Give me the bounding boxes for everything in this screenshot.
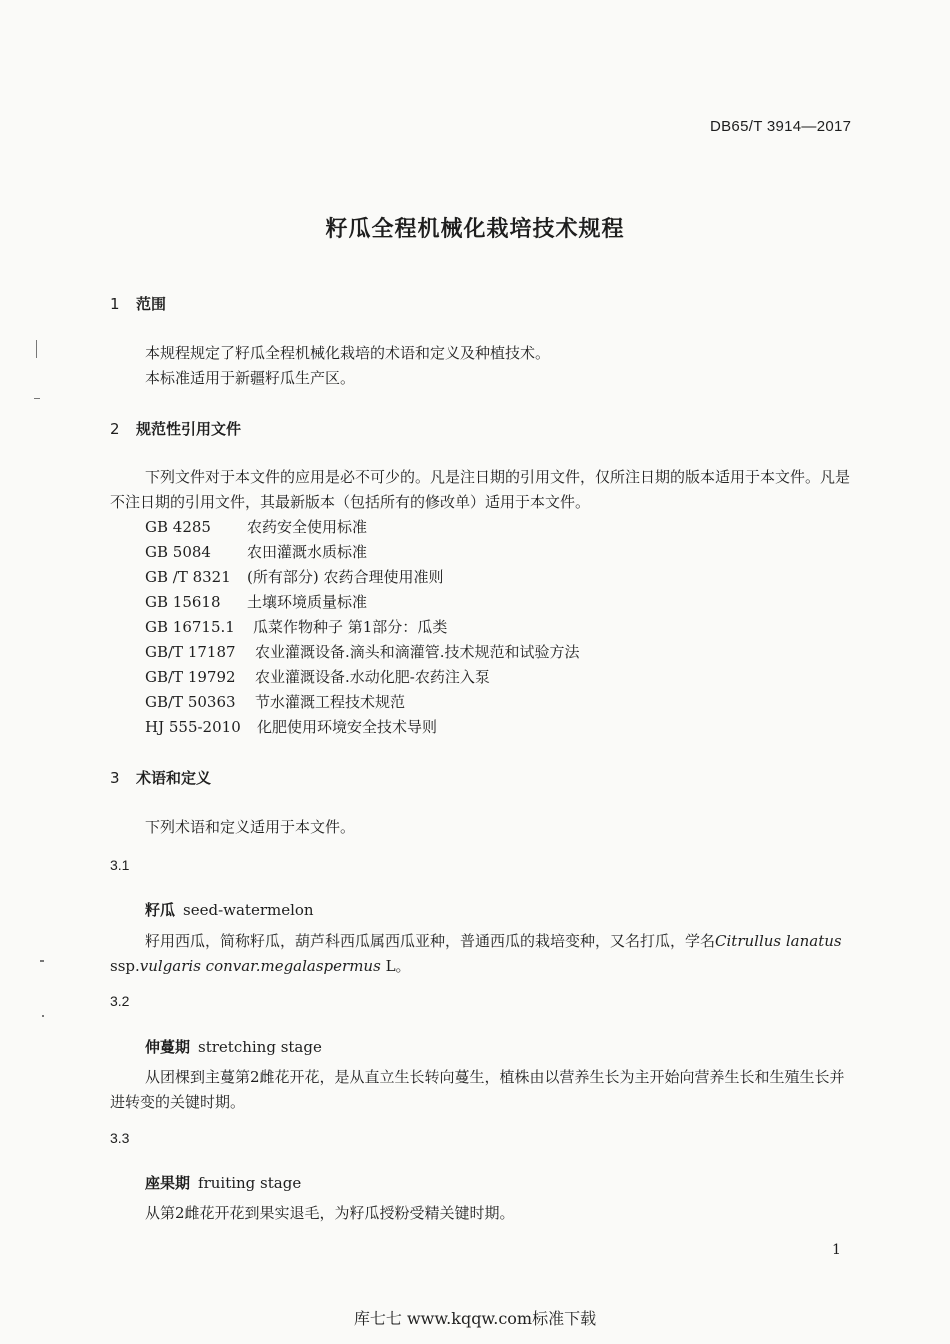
- term-heading: [145, 1036, 322, 1057]
- section-number: 3: [110, 769, 120, 787]
- clause-number: 3.1: [110, 857, 130, 873]
- document-title: 籽瓜全程机械化栽培技术规程: [325, 217, 625, 242]
- term-heading: [145, 1172, 301, 1193]
- term-english: seed-watermelon: [183, 901, 314, 919]
- reference-title: 农田灌溉水质标准: [247, 543, 368, 561]
- clause-number: 3.3: [110, 1130, 130, 1146]
- term-definition: 从第2雌花开花到果实退毛，为籽瓜授粉受精关键时期。: [145, 1204, 515, 1222]
- reference-title: 农业灌溉设备.水动化肥-农药注入泵: [255, 668, 490, 686]
- reference-item: [145, 516, 367, 537]
- section-title: 术语和定义: [136, 769, 212, 787]
- reference-code: GB/T 19792: [145, 668, 236, 686]
- scan-speck: [40, 960, 44, 962]
- reference-title: 农业灌溉设备.滴头和滴灌管.技术规范和试验方法: [255, 643, 580, 661]
- term-english: stretching stage: [198, 1038, 322, 1056]
- scan-speck: [36, 340, 37, 358]
- reference-code: GB 16715.1: [145, 618, 235, 636]
- term-chinese: 伸蔓期: [145, 1038, 191, 1056]
- site-watermark: 库七七 www.kqqw.com标准下载: [353, 1309, 597, 1328]
- scan-speck: [42, 1015, 44, 1017]
- references-intro: 下列文件对于本文件的应用是必不可少的。凡是注日期的引用文件，仅所注日期的版本适用于本文件。凡是不注日期的引用文件，其最新版本（包括所有的修改单）适用于本文件。: [110, 468, 851, 511]
- standard-code: DB65/T 3914—2017: [710, 118, 852, 135]
- section-3-heading: [110, 767, 211, 788]
- reference-item: [145, 616, 447, 637]
- reference-item: [145, 716, 437, 737]
- section-number: 2: [110, 420, 120, 438]
- term-heading: [145, 899, 314, 920]
- reference-title: 化肥使用环境安全技术导则: [257, 718, 438, 736]
- reference-code: GB 5084: [145, 543, 211, 561]
- term-definition: [110, 929, 855, 979]
- scan-speck: [34, 398, 40, 399]
- reference-item: [145, 591, 367, 612]
- section-number: 1: [110, 295, 120, 313]
- reference-code: HJ 555-2010: [145, 718, 241, 736]
- term-chinese: 座果期: [145, 1174, 191, 1192]
- page-number: 1: [832, 1242, 841, 1258]
- clause-number: 3.2: [110, 993, 130, 1009]
- terms-intro: 下列术语和定义适用于本文件。: [145, 818, 356, 836]
- reference-title: 农药安全使用标准: [247, 518, 368, 536]
- reference-item: [145, 641, 580, 662]
- reference-code: GB 15618: [145, 593, 221, 611]
- section-1-heading: [110, 293, 166, 314]
- reference-item: [145, 666, 490, 687]
- reference-title: 节水灌溉工程技术规范: [255, 693, 406, 711]
- reference-code: GB 4285: [145, 518, 211, 536]
- section-title: 范围: [136, 295, 167, 313]
- scientific-name: Citrullus lanatus: [715, 932, 842, 950]
- subspecies-abbrev: ssp.: [110, 957, 140, 975]
- reference-code: GB/T 17187: [145, 643, 236, 661]
- definition-text: 籽用西瓜，简称籽瓜，葫芦科西瓜属西瓜亚种，普通西瓜的栽培变种，又名打瓜，学名: [145, 932, 716, 950]
- scope-paragraph-2: 本标准适用于新疆籽瓜生产区。: [145, 369, 356, 387]
- scientific-name-variety: vulgaris convar.megalaspermus: [139, 957, 381, 975]
- reference-item: [145, 541, 367, 562]
- term-english: fruiting stage: [198, 1174, 302, 1192]
- section-title: 规范性引用文件: [136, 420, 242, 438]
- reference-code: GB /T 8321: [145, 568, 231, 586]
- definition-suffix: L。: [380, 957, 411, 975]
- reference-item: [145, 691, 405, 712]
- section-2-heading: [110, 418, 241, 439]
- reference-item: [145, 566, 443, 587]
- term-definition: 从团棵到主蔓第2雌花开花，是从直立生长转向蔓生，植株由以营养生长为主开始向营养生长和生殖生长并进转变的关键时期。: [110, 1068, 845, 1111]
- reference-title: 瓜菜作物种子 第1部分：瓜类: [253, 618, 448, 636]
- term-chinese: 籽瓜: [145, 901, 176, 919]
- reference-title: (所有部分) 农药合理使用准则: [247, 568, 444, 586]
- scope-paragraph-1: 本规程规定了籽瓜全程机械化栽培的术语和定义及种植技术。: [145, 344, 551, 362]
- reference-code: GB/T 50363: [145, 693, 236, 711]
- reference-title: 土壤环境质量标准: [247, 593, 368, 611]
